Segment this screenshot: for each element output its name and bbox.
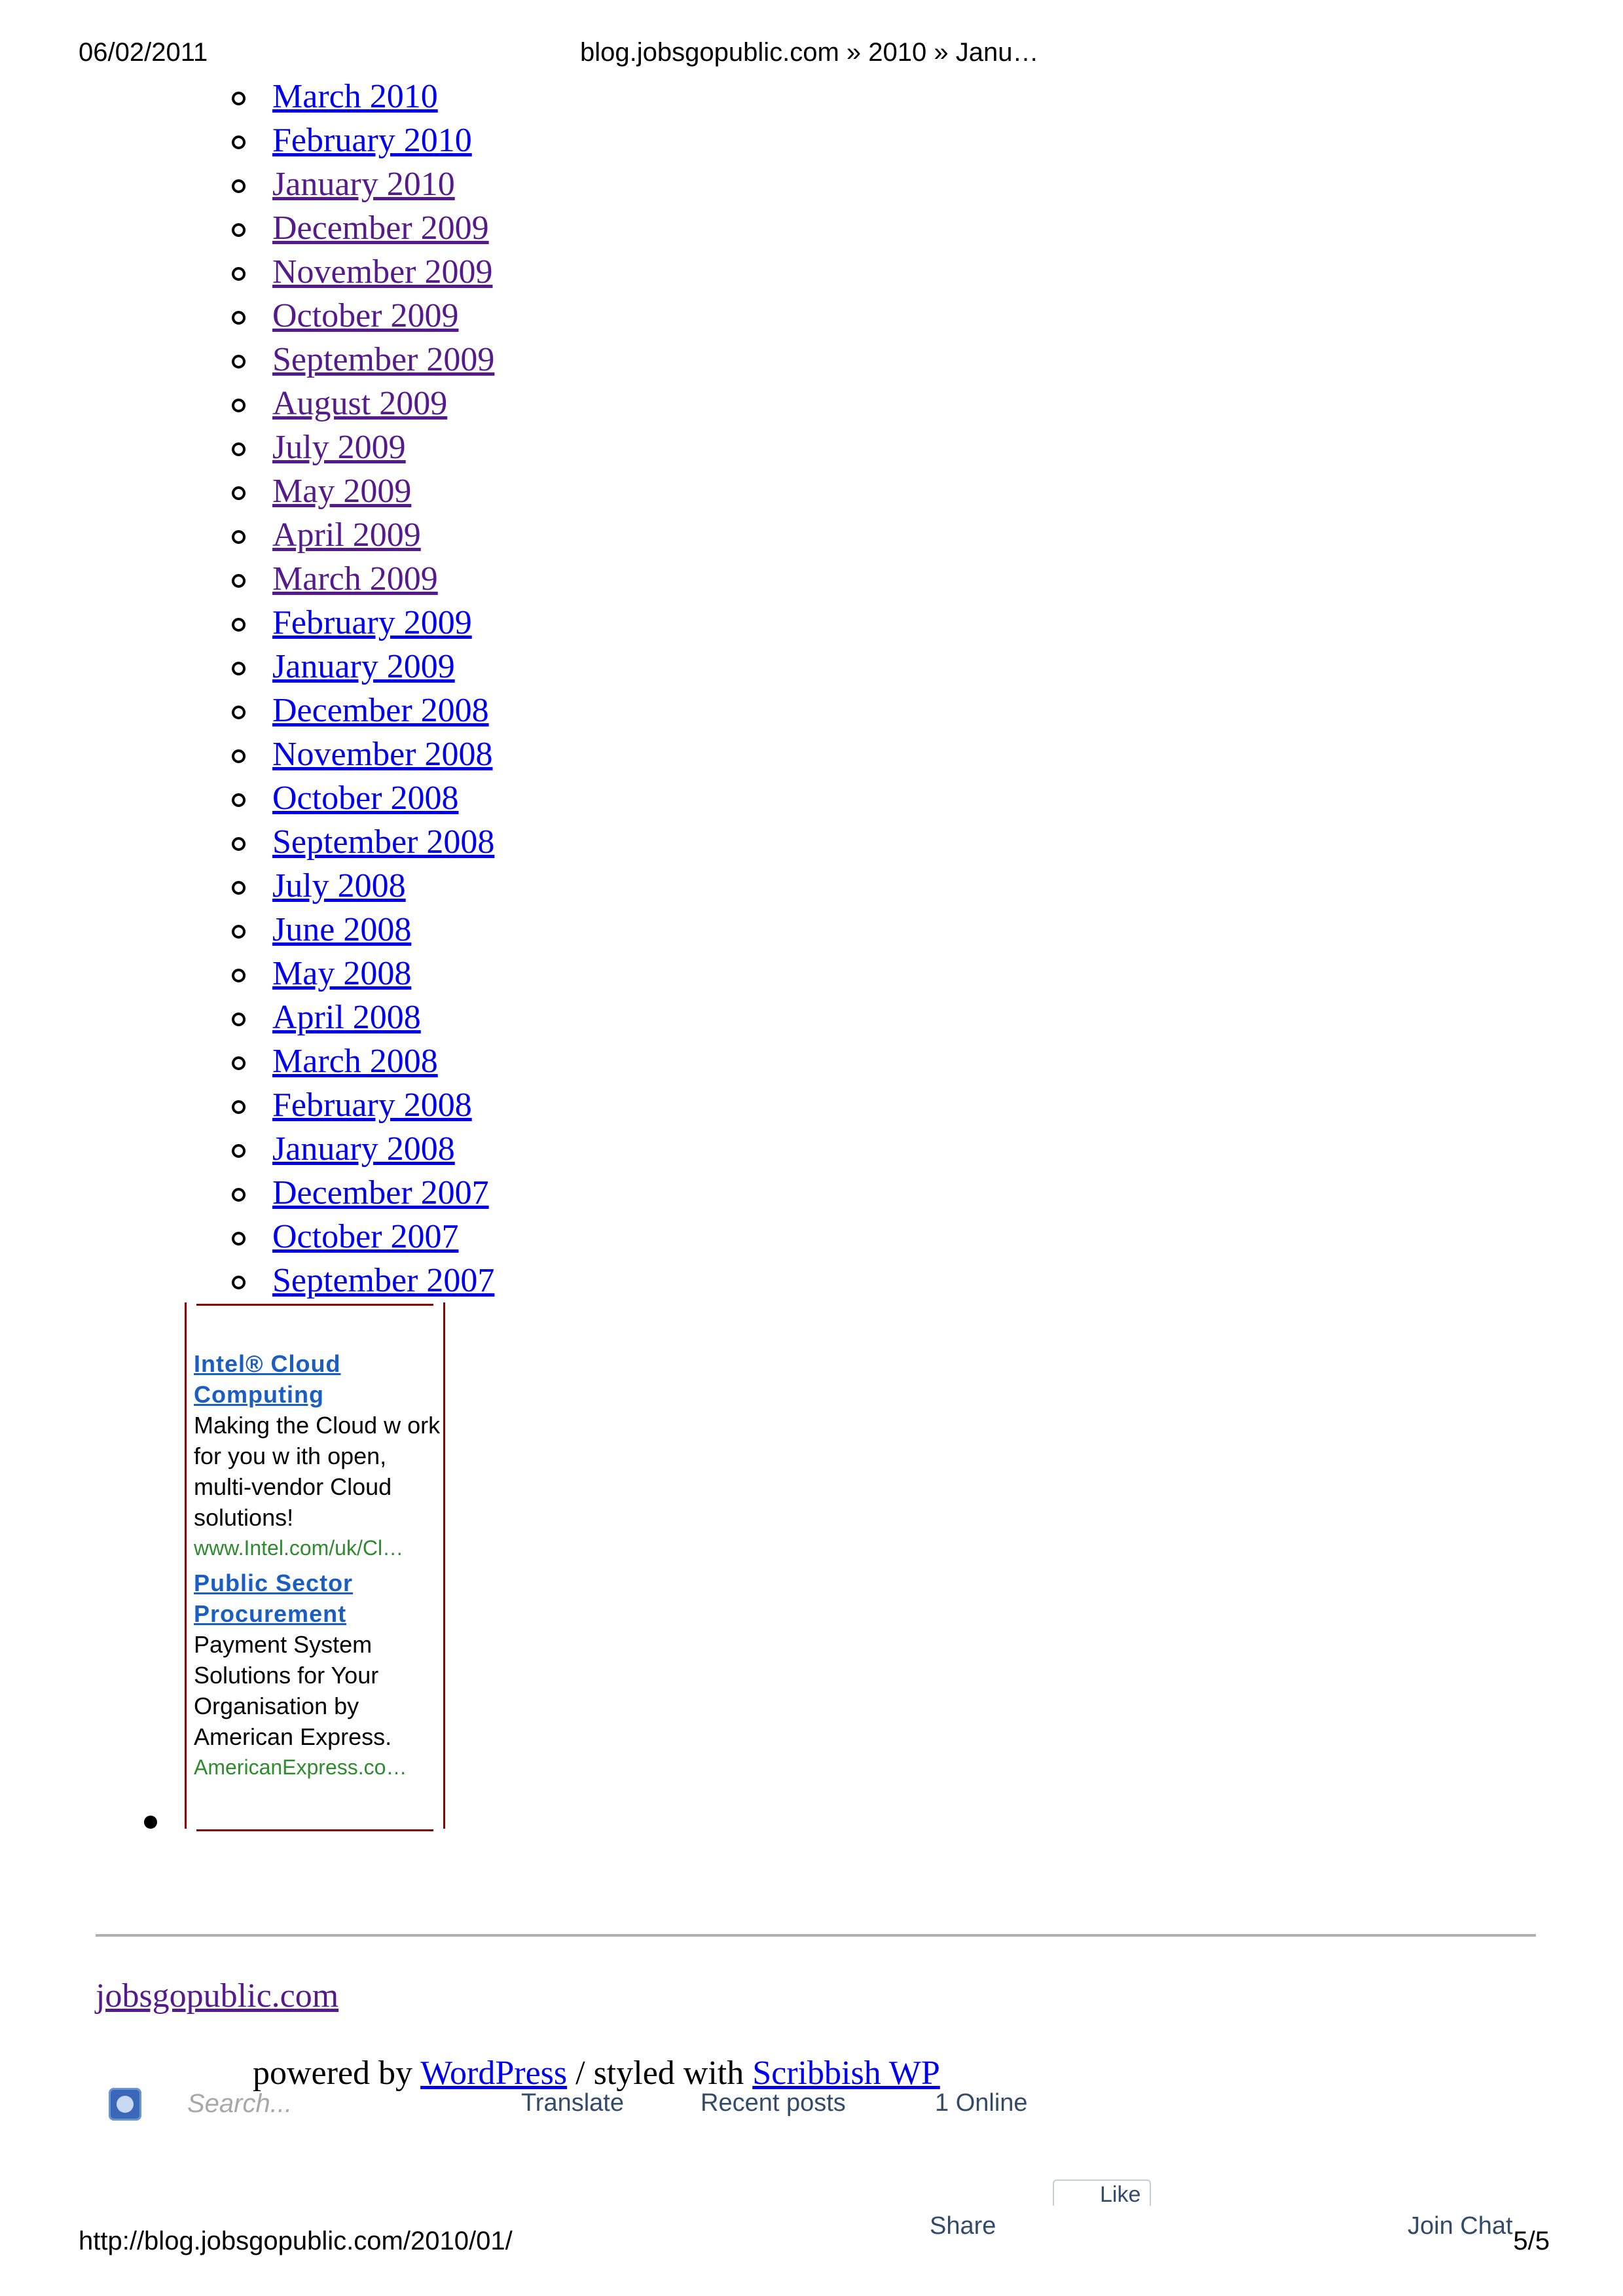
archive-list-item <box>229 1083 494 1127</box>
ad-unit-amex <box>194 1568 443 1783</box>
archive-month-link[interactable]: December 2009 <box>272 209 489 247</box>
archive-list-item <box>229 1259 494 1302</box>
archive-month-link[interactable]: October 2009 <box>272 297 459 334</box>
archive-list-item <box>229 1171 494 1215</box>
archive-month-link[interactable]: February 2010 <box>272 122 472 159</box>
toolbar-share-button[interactable] <box>930 2212 1021 2240</box>
print-footer-page-number: 5/5 <box>1513 2227 1550 2255</box>
toolbar-translate-button[interactable]: Translate <box>521 2089 624 2117</box>
archive-month-link[interactable]: June 2008 <box>272 911 412 948</box>
site-home-link[interactable]: jobsgopublic.com <box>96 1977 339 2015</box>
archive-list-item <box>229 338 494 382</box>
archive-month-link[interactable]: March 2008 <box>272 1043 438 1080</box>
archive-list-item <box>229 206 494 250</box>
toolbar-search-input[interactable] <box>187 2085 423 2122</box>
archive-month-link[interactable]: September 2008 <box>272 823 495 861</box>
archive-list-item <box>229 1127 494 1171</box>
archive-list-item <box>229 952 494 996</box>
ad-title-line[interactable]: Computing <box>194 1381 324 1408</box>
ad-title-line[interactable]: Intel® Cloud <box>194 1350 341 1377</box>
archive-month-link[interactable]: November 2009 <box>272 253 493 291</box>
ad-unit-intel <box>194 1348 443 1564</box>
archive-list-item <box>229 513 494 557</box>
ad-description-line: Making the Cloud w ork <box>194 1412 441 1439</box>
ad-description-line: for you w ith open, <box>194 1443 387 1469</box>
wordpress-link[interactable]: WordPress <box>420 2054 568 2092</box>
archive-month-link[interactable]: April 2009 <box>272 516 421 554</box>
archive-month-link[interactable]: January 2010 <box>272 166 455 203</box>
archive-month-link[interactable]: November 2008 <box>272 736 493 773</box>
archive-list-item <box>229 382 494 425</box>
ad-description-line: Solutions for Your <box>194 1662 379 1689</box>
toolbar-recent-posts-button[interactable]: Recent posts <box>701 2089 846 2117</box>
archive-month-link[interactable]: February 2009 <box>272 604 472 641</box>
archive-list-item <box>229 689 494 732</box>
archive-month-link[interactable]: October 2007 <box>272 1218 459 1255</box>
archive-month-link[interactable]: February 2008 <box>272 1086 472 1124</box>
archive-list-item <box>229 425 494 469</box>
archive-month-link[interactable]: March 2010 <box>272 78 438 115</box>
like-label: Like <box>1100 2182 1141 2207</box>
archive-list <box>229 75 494 1302</box>
ad-bottom-rule <box>196 1829 433 1831</box>
archive-month-link[interactable]: March 2009 <box>272 560 438 598</box>
archive-month-link[interactable]: December 2008 <box>272 692 489 729</box>
archive-month-link[interactable]: September 2007 <box>272 1262 495 1299</box>
share-label: Share <box>930 2212 996 2240</box>
archive-month-link[interactable]: January 2009 <box>272 648 455 685</box>
archive-list-item <box>229 1039 494 1083</box>
archive-list-item <box>229 732 494 776</box>
ad-title-line[interactable]: Procurement <box>194 1600 347 1627</box>
archive-list-item <box>229 294 494 338</box>
theme-link[interactable]: Scribbish WP <box>752 2054 940 2092</box>
print-header-title: blog.jobsgopublic.com » 2010 » Janu… <box>580 38 1039 67</box>
toolbar-online-count[interactable]: 1 Online <box>935 2089 1028 2117</box>
archive-list-item <box>229 250 494 294</box>
archive-list-item <box>229 645 494 689</box>
ad-url[interactable]: www.Intel.com/uk/Cl… <box>194 1536 404 1560</box>
archive-list-item <box>229 864 494 908</box>
ad-description-line: Payment System <box>194 1631 373 1658</box>
ad-description-line: solutions! <box>194 1504 294 1531</box>
archive-month-link[interactable]: May 2009 <box>272 473 412 510</box>
archive-month-link[interactable]: December 2007 <box>272 1174 489 1211</box>
print-footer-url: http://blog.jobsgopublic.com/2010/01/ <box>79 2227 513 2255</box>
archive-month-link[interactable]: July 2009 <box>272 429 406 466</box>
ad-description-line: multi-vendor Cloud <box>194 1473 392 1500</box>
archive-month-link[interactable]: January 2008 <box>272 1130 455 1168</box>
powered-prefix: powered by <box>253 2054 413 2092</box>
archive-list-item <box>229 996 494 1039</box>
archive-month-link[interactable]: August 2009 <box>272 385 448 422</box>
ad-description-line: Organisation by <box>194 1693 359 1719</box>
archive-list-item <box>229 75 494 118</box>
archive-month-link[interactable]: July 2008 <box>272 867 406 905</box>
archive-list-item <box>229 469 494 513</box>
list-bullet <box>144 1816 157 1829</box>
archive-list-item <box>229 118 494 162</box>
archive-list-item <box>229 1215 494 1259</box>
archive-month-link[interactable]: April 2008 <box>272 999 421 1036</box>
archive-list-item <box>229 557 494 601</box>
toolbar-join-chat-button[interactable] <box>1408 2212 1513 2240</box>
print-header-date: 06/02/2011 <box>79 38 208 67</box>
like-button[interactable] <box>1053 2179 1151 2206</box>
archive-list-item <box>229 776 494 820</box>
join-chat-label: Join Chat <box>1408 2212 1513 2240</box>
archive-month-link[interactable]: May 2008 <box>272 955 412 992</box>
archive-month-link[interactable]: September 2009 <box>272 341 495 378</box>
ad-description-line: American Express. <box>194 1723 392 1750</box>
archive-list-item <box>229 162 494 206</box>
ad-url[interactable]: AmericanExpress.co… <box>194 1755 407 1779</box>
wibiya-globe-icon[interactable] <box>109 2088 141 2121</box>
archive-month-link[interactable]: October 2008 <box>272 780 459 817</box>
ad-title-line[interactable]: Public Sector <box>194 1570 354 1596</box>
powered-mid: / styled with <box>575 2054 744 2092</box>
archive-list-item <box>229 820 494 864</box>
footer-divider <box>96 1934 1536 1937</box>
powered-by-line-clipped <box>96 2054 1536 2092</box>
archive-list-item <box>229 908 494 952</box>
archive-list-item <box>229 601 494 645</box>
